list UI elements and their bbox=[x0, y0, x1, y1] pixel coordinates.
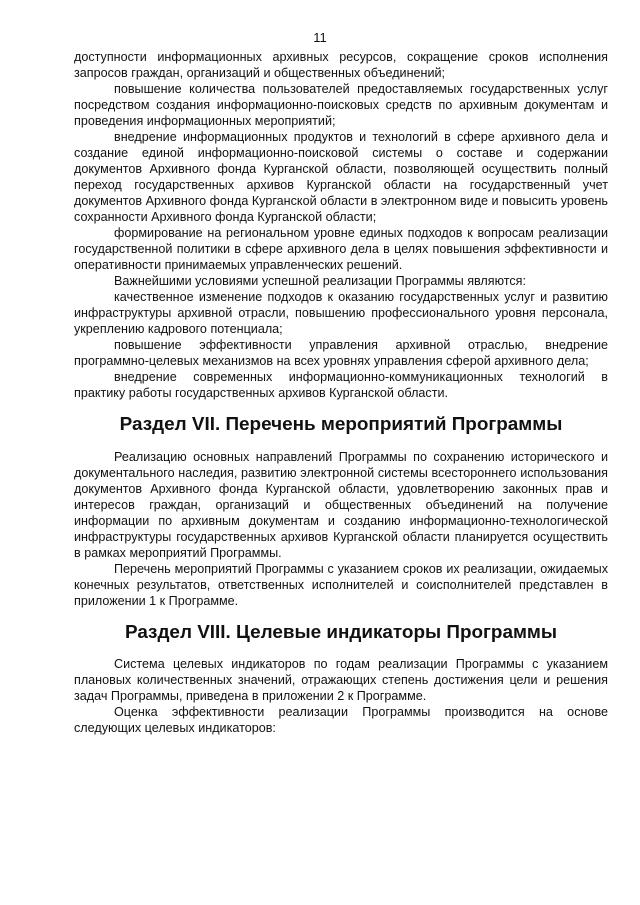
paragraph: Система целевых индикаторов по годам реализации Программы с указанием плановых количественных значений, отражающих степень достижения цели и решения задач Программы, приведена в приложении 2 к Программе. bbox=[74, 657, 608, 703]
section-heading: Раздел VII. Перечень мероприятий Программы bbox=[119, 414, 563, 435]
paragraph: внедрение современных информационно-коммуникационных технологий в практику работы государственных архивов Курганской области. bbox=[74, 370, 608, 400]
page-content bbox=[74, 49, 608, 736]
paragraph: формирование на региональном уровне единых подходов к вопросам реализации государственной политики в сфере архивного дела в целях повышения эффективности и оперативности принимаемых управленческих решений. bbox=[74, 226, 608, 272]
page-number: 11 bbox=[313, 30, 327, 45]
paragraph: повышение количества пользователей предоставляемых государственных услуг посредством создания информационно-поисковых средств по архивным документам и проведения информационных мероприятий; bbox=[74, 82, 608, 128]
section-8-body bbox=[74, 656, 608, 736]
paragraph: Реализацию основных направлений Программы по сохранению исторического и документального наследия, развитию электронной системы всестороннего использования документов Архивного фонда Курганской области, удовлетворению законных прав и интересов граждан, организаций и общественных объединений на получение информации по архивным документам и созданию информационно-технологической инфраструктуры государственных архивов Курганской области планируется осуществить в рамках мероприятий Программы. bbox=[74, 450, 608, 560]
section-heading: Раздел VIII. Целевые индикаторы Программы bbox=[124, 622, 558, 643]
paragraph: внедрение информационных продуктов и технологий в сфере архивного дела и создание единой информационно-поисковой системы о составе и содержании документов Архивного фонда Курганской области, позволяющей осуществить полный переход государственных архивов Курганской области на государственный учет документов Архивного фонда Курганской области в электронном виде и повысить уровень сохранности Архивного фонда Курганской области; bbox=[74, 130, 608, 224]
paragraph: качественное изменение подходов к оказанию государственных услуг и развитию инфраструктуры архивной отрасли, повышению профессионального уровня персонала, укреплению кадрового потенциала; bbox=[74, 290, 608, 336]
section-7-body bbox=[74, 449, 608, 609]
paragraph: доступности информационных архивных ресурсов, сокращение сроков исполнения запросов граждан, организаций и общественных объединений; bbox=[74, 50, 608, 80]
paragraph: Оценка эффективности реализации Программы производится на основе следующих целевых индикаторов: bbox=[74, 705, 608, 735]
paragraph: Перечень мероприятий Программы с указанием сроков их реализации, ожидаемых конечных результатов, ответственных исполнителей и соисполнителей представлен в приложении 1 к Программе. bbox=[74, 562, 608, 608]
intro-paragraphs bbox=[74, 49, 608, 401]
paragraph: Важнейшими условиями успешной реализации Программы являются: bbox=[114, 274, 526, 288]
paragraph: повышение эффективности управления архивной отраслью, внедрение программно-целевых механизмов на всех уровнях управления сферой архивного дела; bbox=[74, 338, 608, 368]
